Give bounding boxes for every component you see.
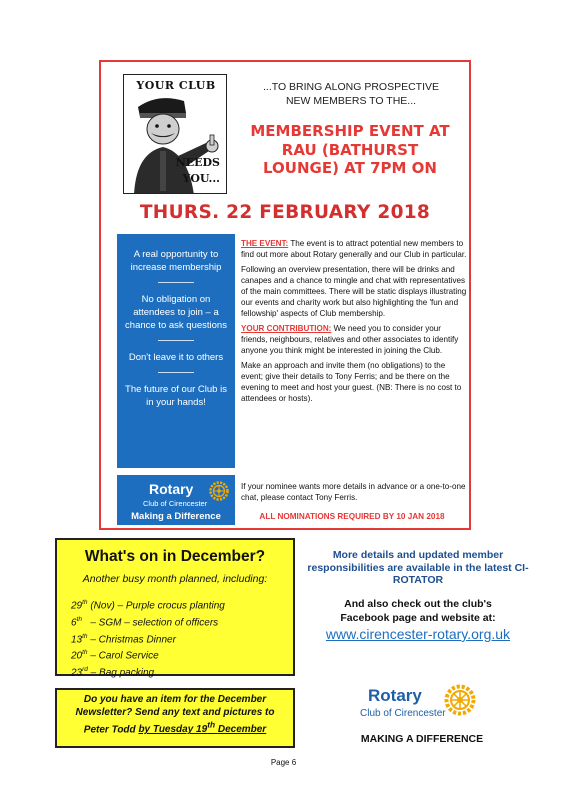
benefits-panel — [117, 234, 235, 468]
newsletter-deadline: by Tuesday 19th December — [138, 720, 267, 736]
list-item: 6th – SGM – selection of officers — [71, 615, 219, 629]
rotary-name: Rotary — [149, 481, 194, 497]
more-details-text: More details and updated member responsibilities are available in the latest CI-ROTATOR — [307, 549, 529, 586]
contribution-label: YOUR CONTRIBUTION: — [241, 324, 332, 333]
club-box-top-text: YOUR CLUB — [136, 79, 216, 92]
benefit-item: Don't leave it to others — [128, 352, 224, 363]
check-out-text: And also check out the club's Facebook page and website at: — [340, 598, 496, 624]
newsletter-box — [55, 688, 295, 748]
approach-paragraph: Make an approach and invite them (no obligations) to the event; give their details to Tony Ferris; and be there on the evening to meet and host your guest. (NB: There is no cost to attendees or hosts). — [241, 361, 462, 403]
list-item: 13th – Christmas Dinner — [71, 632, 176, 645]
club-box-bottom-text: NEEDS YOU... — [175, 156, 220, 185]
page-number: Page 6 — [270, 758, 297, 767]
december-heading: What's on in December? — [84, 548, 266, 565]
nominations-deadline: ALL NOMINATIONS REQUIRED BY 10 JAN 2018 — [259, 512, 445, 521]
benefit-item: No obligation on attendees to join – a chance to ask questions — [125, 294, 227, 331]
list-item: 23rd – Bag packing — [71, 666, 155, 679]
divider — [158, 372, 194, 373]
december-list — [71, 596, 225, 680]
website-link[interactable]: www.cirencester-rotary.org.uk — [325, 626, 511, 642]
membership-poster — [99, 60, 471, 530]
nominee-paragraph: If your nominee wants more details in advance or a one-to-one chat, please contact Tony Ferris. — [241, 482, 466, 502]
overview-paragraph: Following an overview presentation, there will be drinks and canapes and a chance to mingle and chat with representatives of the main committees. There will be static displays illustrating our events and charity work but also highlighting the 'fun and fellowship' aspects of Club membership. — [241, 265, 467, 318]
benefit-item: The future of our Club is in your hands! — [125, 384, 227, 408]
rotary-wheel-icon — [444, 684, 476, 716]
benefit-item: A real opportunity to increase membership — [130, 249, 222, 273]
intro-text: ...TO BRING ALONG PROSPECTIVE NEW MEMBERS TO THE... — [262, 81, 439, 107]
divider — [158, 340, 194, 341]
rotary-club: Club of Cirencester — [143, 499, 208, 508]
event-details — [241, 238, 467, 408]
rotary-wheel-icon — [209, 481, 229, 501]
december-subheading: Another busy month planned, including: — [82, 573, 268, 585]
december-events-box — [55, 538, 295, 679]
list-item: 29th (Nov) – Purple crocus planting — [71, 599, 225, 612]
list-item: 20th – Carol Service — [71, 649, 159, 662]
divider — [158, 282, 194, 283]
your-club-needs-you-image — [123, 74, 227, 194]
rotary-tagline: Making a Difference — [131, 511, 221, 522]
event-label: THE EVENT: — [241, 239, 289, 248]
newsletter-text: Do you have an item for the December Newsletter? Send any text and pictures to Peter Todd — [75, 694, 275, 736]
rotary-logo-small — [117, 475, 235, 525]
making-a-difference-caption: MAKING A DIFFERENCE — [360, 733, 484, 745]
event-paragraph: THE EVENT: The event is to attract potential new members to find out more about Rotary generally and our Club in particular. — [241, 239, 467, 259]
event-title: MEMBERSHIP EVENT AT RAU (BATHURST LOUNGE) AT 7PM ON — [250, 122, 450, 177]
contribution-paragraph: YOUR CONTRIBUTION: We need you to consider your friends, neighbours, relatives and other associates to identify anyone you think might be interested in joining the Club. — [241, 324, 459, 355]
event-date: THURS. 22 FEBRUARY 2018 — [139, 202, 431, 223]
rotary-name: Rotary — [368, 686, 422, 705]
rotary-club: Club of Cirencester — [360, 708, 446, 719]
